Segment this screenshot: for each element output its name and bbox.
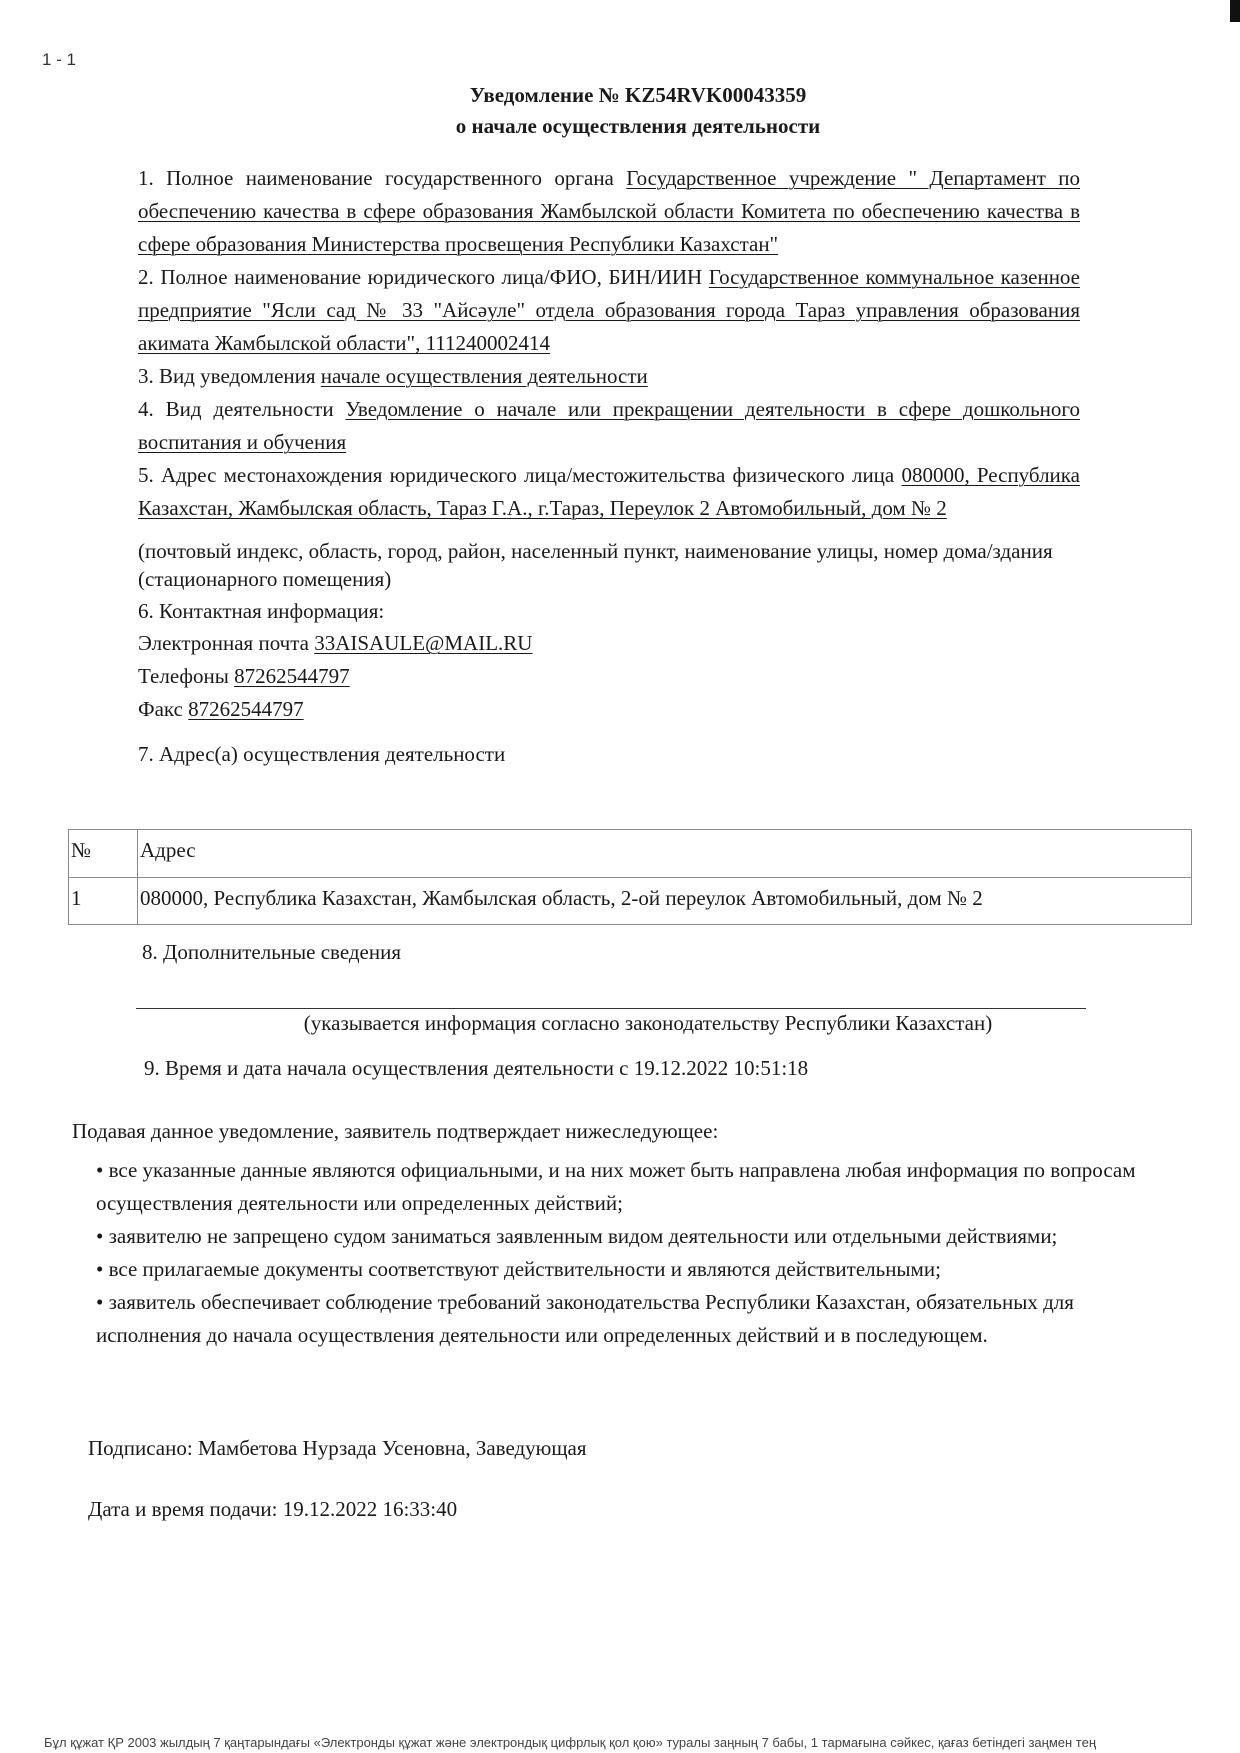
legal-entity-label: 2. Полное наименование юридического лица/ФИО, БИН/ИИН [138, 265, 703, 289]
list-item: • все указанные данные являются официальными, и на них может быть направлена любая информация по вопросам осуществления деятельности или определенных действий; [96, 1158, 1136, 1215]
table-cell-number: 1 [69, 878, 138, 925]
gov-body-label: 1. Полное наименование государственного органа [138, 166, 614, 190]
address-hint: (почтовый индекс, область, город, район, населенный пункт, наименование улицы, номер дома/здания (стационарного помещения) [138, 539, 1053, 591]
contact-info-label: 6. Контактная информация: [138, 599, 385, 623]
email-value: 33AISAULE@MAIL.RU [314, 631, 533, 655]
additional-info-hint: (указывается информация согласно законодательству Республики Казахстан) [303, 1011, 993, 1035]
fax-label: Факс [138, 697, 183, 721]
applicant-confirmation [72, 1115, 1152, 1352]
scan-edge-mark [1230, 0, 1240, 22]
title-line-1: Уведомление № KZ54RVK00043359 [469, 83, 807, 107]
legal-footer: Бұл құжат ҚР 2003 жылдың 7 қаңтарындағы «Электронды құжат және электрондық цифрлық қол қою» туралы заңның 7 бабы, 1 тармағына сәйкес, қағаз бетіндегі заңмен тең [44, 1735, 1097, 1750]
activity-addresses-label: 7. Адрес(а) осуществления деятельности [138, 742, 506, 766]
phones-line [138, 660, 1080, 693]
activity-address-table [68, 829, 1192, 925]
item-government-body [138, 162, 1080, 261]
address-label: 5. Адрес местонахождения юридического лица/местожительства физического лица [138, 463, 895, 487]
item-legal-entity [138, 261, 1080, 360]
activity-type-label: 4. Вид деятельности [138, 397, 334, 421]
notice-type-value: начале осуществления деятельности [320, 364, 648, 388]
title-line-2: о начале осуществления деятельности [455, 114, 821, 138]
address-value: 080000, Республика Казахстан, Жамбылская область, Тараз Г.А., г.Тараз, Переулок 2 Автомобильный, дом № 2 [138, 463, 1080, 520]
table-header-number: № [69, 830, 138, 878]
item-notice-type [138, 360, 1080, 393]
additional-info-label: 8. Дополнительные сведения [142, 940, 402, 964]
gov-body-value: Государственное учреждение " Департамент по обеспечению качества в сфере образования Жамбылской области Комитета по обеспечению качества в сфере образования Министерства просвещения Республики Казахстан" [138, 166, 1080, 256]
activity-type-value: Уведомление о начале или прекращении деятельности в сфере дошкольного воспитания и обучения [138, 397, 1080, 454]
notification-body [138, 162, 1080, 770]
item-address [138, 459, 1080, 525]
table-header-row [69, 830, 1192, 878]
notice-type-label: 3. Вид уведомления [138, 364, 316, 388]
phones-label: Телефоны [138, 664, 229, 688]
item-activity-type [138, 393, 1080, 459]
table-row [69, 878, 1192, 925]
page-number: 1 - 1 [42, 50, 77, 69]
list-item: • заявитель обеспечивает соблюдение требований законодательства Республики Казахстан, обязательных для исполнения до начала осуществления деятельности или определенных действий и в последующем. [96, 1290, 1074, 1347]
list-item: • заявителю не запрещено судом заниматься заявленным видом деятельности или отдельными действиями; [96, 1224, 1058, 1248]
activity-start-time: 9. Время и дата начала осуществления деятельности с 19.12.2022 10:51:18 [144, 1056, 809, 1080]
phones-value: 87262544797 [234, 664, 350, 688]
table-cell-address: 080000, Республика Казахстан, Жамбылская область, 2-ой переулок Автомобильный, дом № 2 [138, 878, 1192, 925]
confirmation-intro: Подавая данное уведомление, заявитель подтверждает нижеследующее: [72, 1119, 719, 1143]
email-line [138, 627, 1080, 660]
list-item: • все прилагаемые документы соответствуют действительности и являются действительными; [96, 1257, 941, 1281]
fax-value: 87262544797 [188, 697, 304, 721]
fax-line [138, 693, 1080, 726]
submission-datetime: Дата и время подачи: 19.12.2022 16:33:40 [88, 1497, 458, 1521]
table-header-address: Адрес [138, 830, 1192, 878]
confirmation-list [72, 1154, 1152, 1352]
signed-by: Подписано: Мамбетова Нурзада Усеновна, Заведующая [88, 1436, 587, 1460]
document-title [18, 80, 1240, 142]
legal-entity-value: Государственное коммунальное казенное предприятие "Ясли сад № 33 "Айсәуле" отдела образования города Тараз управления образования акимата Жамбылской области", 111240002414 [138, 265, 1081, 355]
email-label: Электронная почта [138, 631, 309, 655]
